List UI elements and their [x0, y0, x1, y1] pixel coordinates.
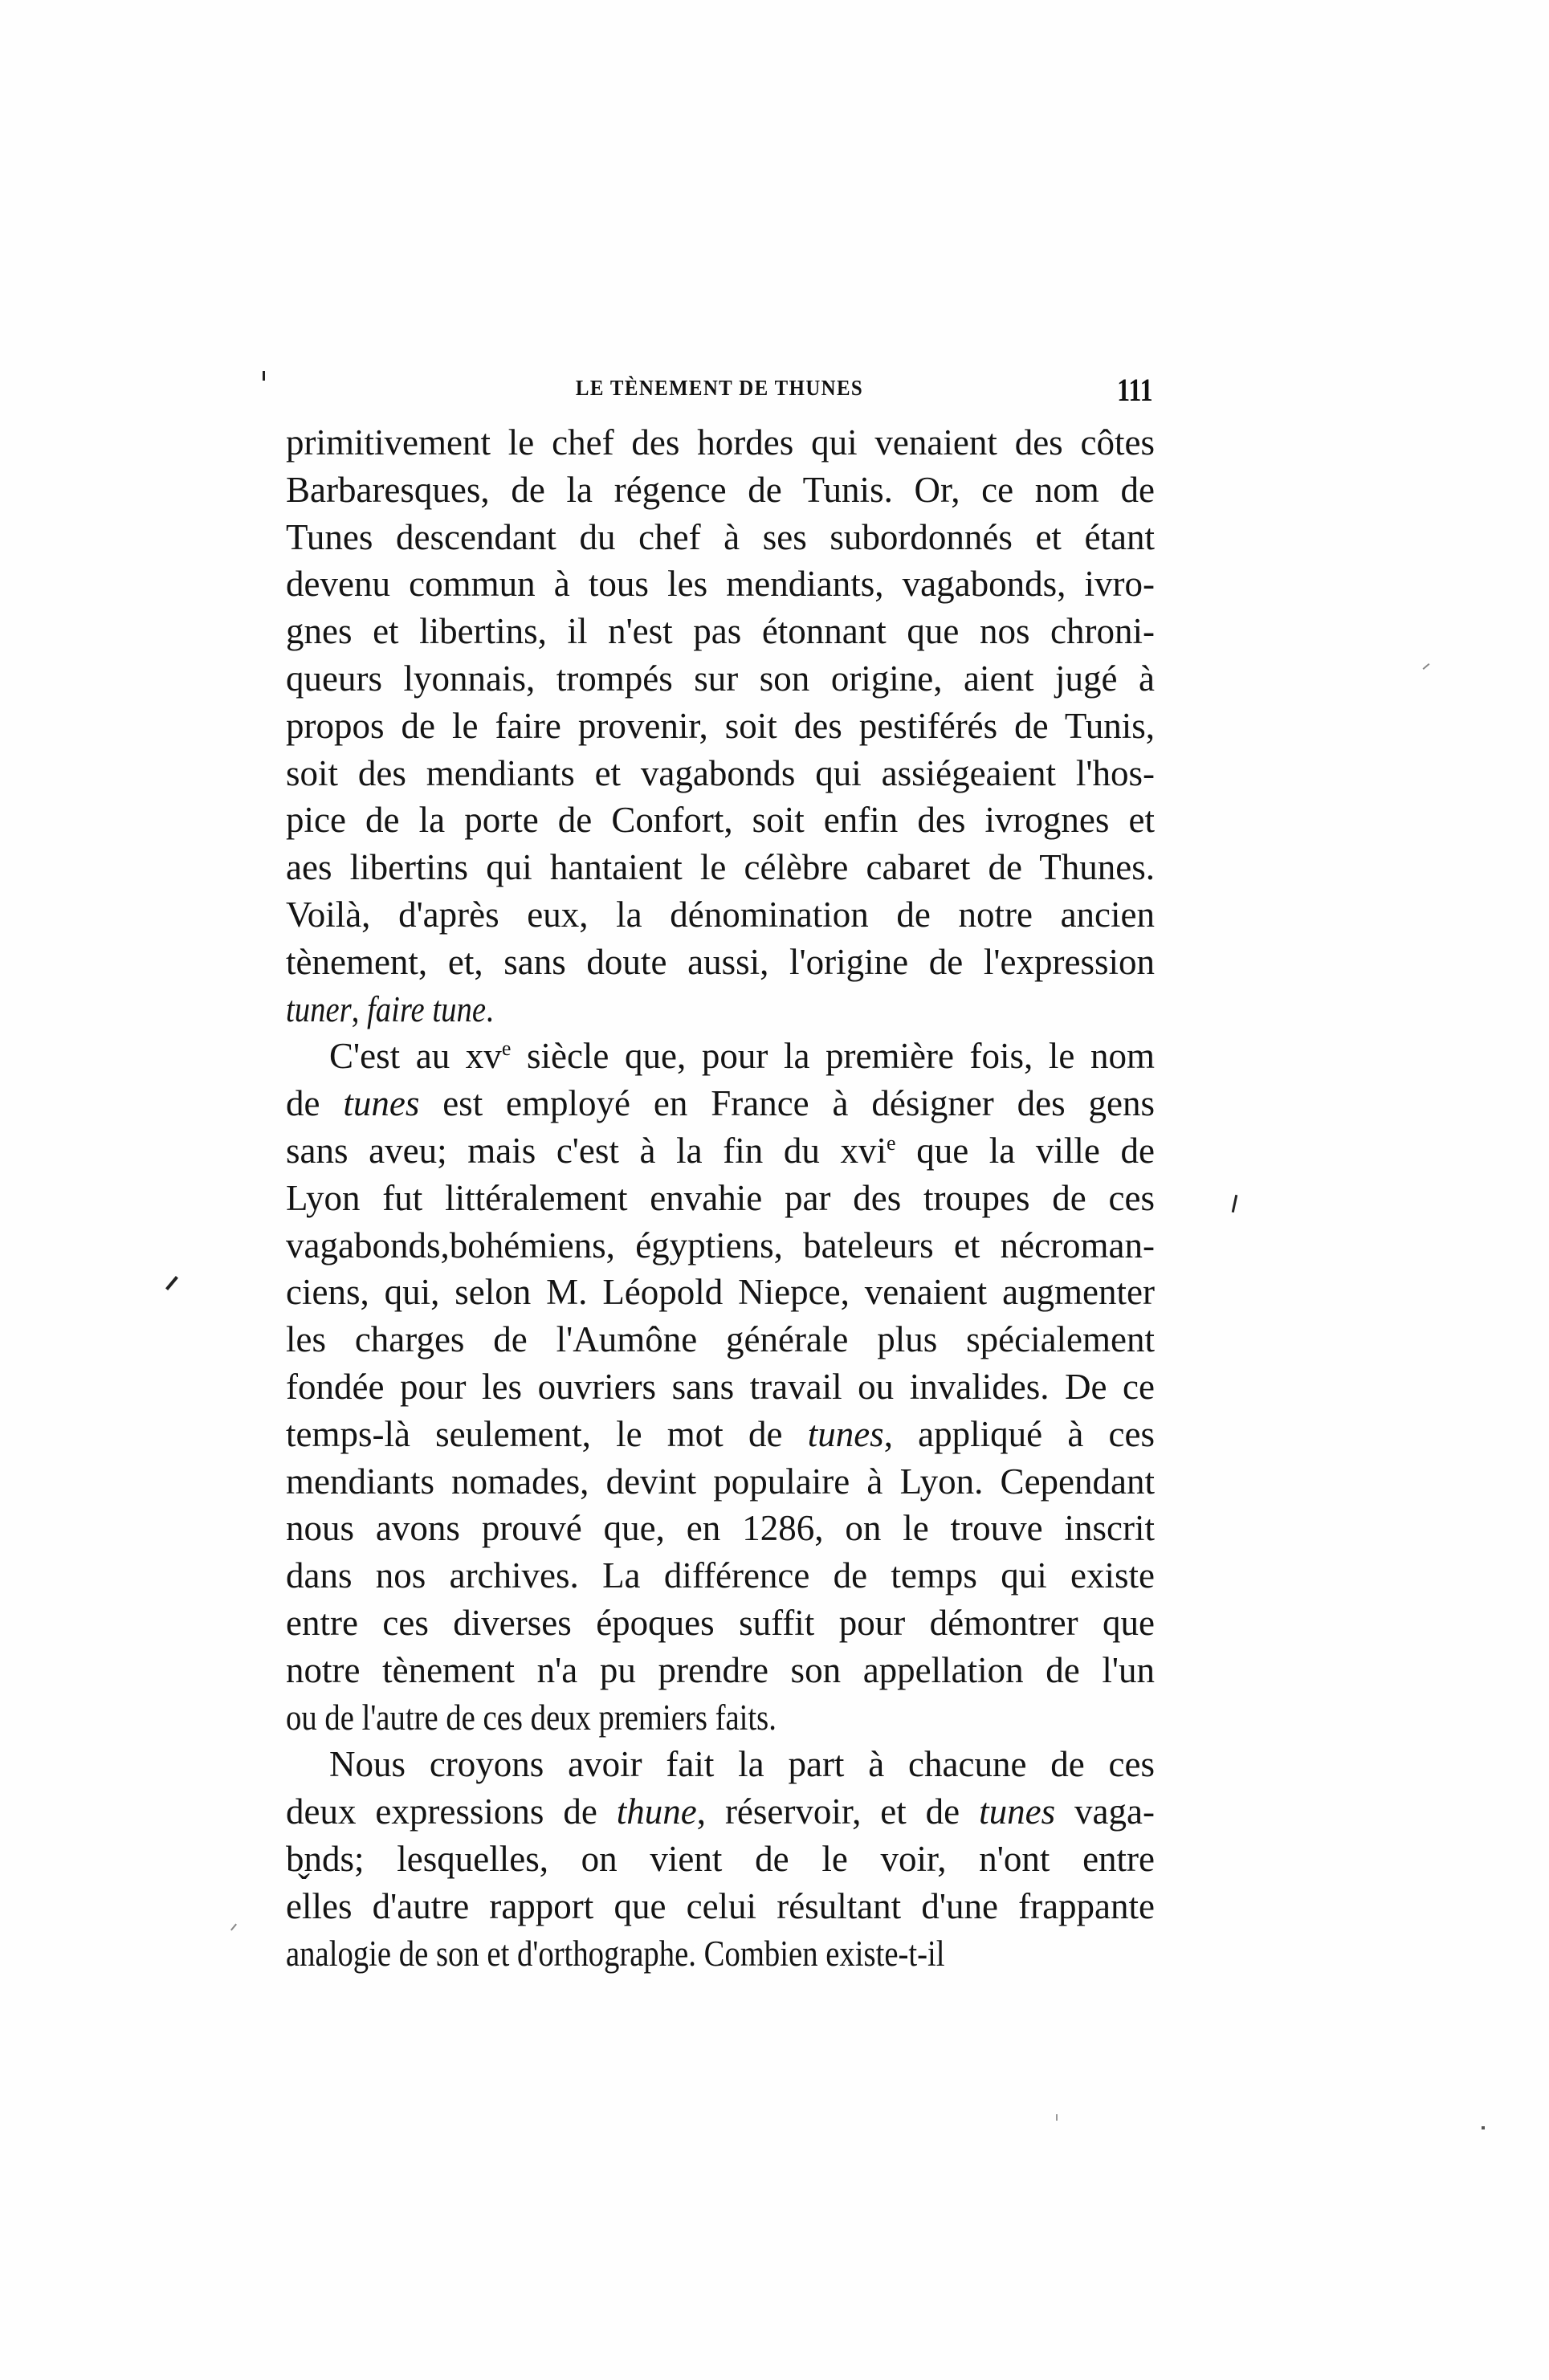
- text-line: ciens, qui, selon M. Léopold Niepce, venaient augmenter: [286, 1272, 1155, 1313]
- text-line: les charges de l'Aumône générale plus spécialement: [286, 1319, 1155, 1360]
- text-line: de tunes est employé en France à désigner des gens: [286, 1083, 1155, 1124]
- stray-mark: [1232, 1195, 1238, 1212]
- text-line: deux expressions de thune, réservoir, et de tunes vaga-: [286, 1791, 1155, 1832]
- running-head: [286, 371, 1153, 411]
- text-line: gnes et libertins, il n'est pas étonnant que nos chroni-: [286, 611, 1155, 652]
- text-line: Voilà, d'après eux, la dénomination de notre ancien: [286, 894, 1155, 935]
- text-line: Barbaresques, de la régence de Tunis. Or, ce nom de: [286, 469, 1155, 510]
- paragraph: [286, 419, 1155, 1033]
- text-line: entre ces diverses époques suffit pour démontrer que: [286, 1602, 1155, 1643]
- text-line: b̬nds; lesquelles, on vient de le voir, n'ont entre: [286, 1838, 1155, 1879]
- text-line: tènement, et, sans doute aussi, l'origine de l'expression: [286, 941, 1155, 982]
- text-line: sans aveu; mais c'est à la fin du xvi$^e$ que la ville de: [286, 1130, 1155, 1171]
- text-line: propos de le faire provenir, soit des pestiférés de Tunis,: [286, 705, 1155, 746]
- text-line: C'est au $xv^e$ siècle que, pour la première fois, le nom: [329, 1036, 1155, 1077]
- text-line: ou de l'autre de ces deux premiers faits.: [286, 1697, 777, 1738]
- paragraph: [286, 1741, 1155, 1977]
- text-line: temps-là seulement, le mot de tunes, appliqué à ces: [286, 1413, 1155, 1454]
- text-line: Nous croyons avoir fait la part à chacune de ces: [329, 1744, 1155, 1785]
- stray-mark: [263, 371, 265, 381]
- text-line: analogie de son et d'orthographe. Combien existe-t-il: [286, 1933, 945, 1974]
- page-number: 111: [1117, 372, 1153, 408]
- text-line: queurs lyonnais, trompés sur son origine, aient jugé à: [286, 658, 1155, 699]
- text-line: mendiants nomades, devint populaire à Lyon. Cependant: [286, 1461, 1155, 1502]
- text-line: pice de la porte de Confort, soit enfin des ivrognes et: [286, 800, 1155, 841]
- stray-mark: [1056, 2114, 1058, 2121]
- stray-mark: [165, 1276, 178, 1290]
- text-line: nous avons prouvé que, en 1286, on le trouve inscrit: [286, 1508, 1155, 1549]
- text-line: elles d'autre rapport que celui résultant d'une frappante: [286, 1885, 1155, 1926]
- stray-mark: [1423, 663, 1430, 670]
- text-line: soit des mendiants et vagabonds qui assiégeaient l'hos-: [286, 752, 1155, 793]
- text-line: tuner, faire tune.: [286, 988, 494, 1029]
- text-line: aes libertins qui hantaient le célèbre cabaret de Thunes.: [286, 847, 1155, 888]
- text-line: dans nos archives. La différence de temps qui existe: [286, 1555, 1155, 1596]
- running-title: LE TÈNEMENT DE THUNES: [575, 376, 864, 400]
- text-line: devenu commun à tous les mendiants, vagabonds, ivro-: [286, 564, 1155, 605]
- stray-mark: [1482, 2126, 1485, 2129]
- text-line: notre tènement n'a pu prendre son appellation de l'un: [286, 1649, 1155, 1690]
- paragraph: [286, 1033, 1155, 1741]
- text-line: fondée pour les ouvriers sans travail ou invalides. De ce: [286, 1366, 1155, 1407]
- body-text: [286, 419, 1155, 1977]
- text-line: primitivement le chef des hordes qui venaient des côtes: [286, 422, 1155, 463]
- text-line: vagabonds,bohémiens, égyptiens, bateleurs et nécroman-: [286, 1225, 1155, 1265]
- text-line: Tunes descendant du chef à ses subordonnés et étant: [286, 516, 1155, 557]
- stray-mark: [230, 1924, 237, 1931]
- text-line: Lyon fut littéralement envahie par des troupes de ces: [286, 1177, 1155, 1218]
